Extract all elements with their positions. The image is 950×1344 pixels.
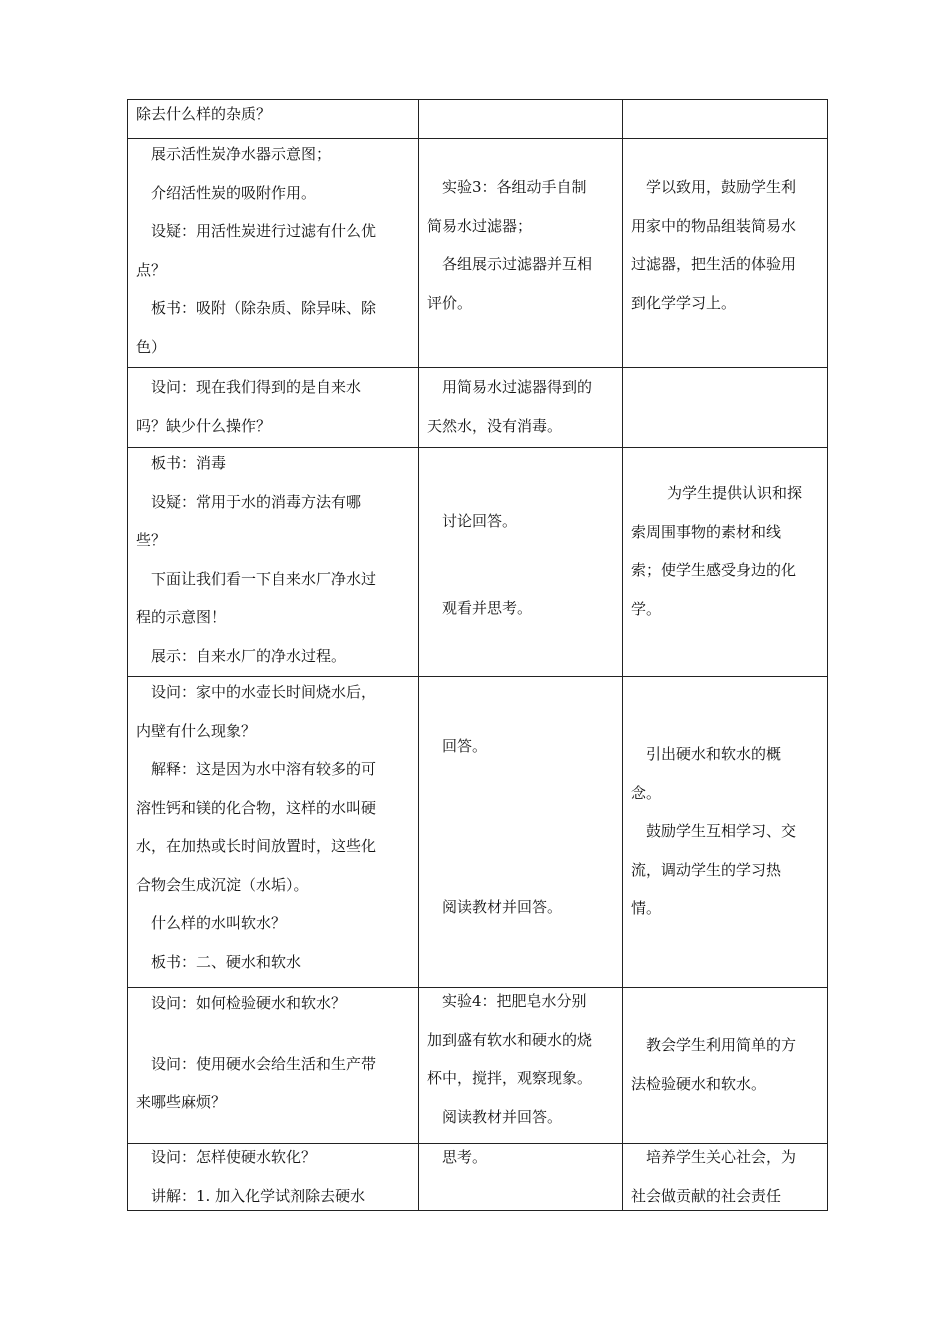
- cell-line: 板书：二、硬水和软水: [151, 952, 302, 971]
- design-intent-cell: [623, 448, 827, 676]
- cell-line: 溶性钙和镁的化合物，这样的水叫硬: [136, 798, 377, 817]
- teacher-activity-cell: [128, 673, 419, 987]
- cell-line: 除去什么样的杂质？: [136, 105, 272, 123]
- cell-line: 设问：使用硬水会给生活和生产带: [151, 1054, 377, 1073]
- student-activity-cell: [419, 677, 623, 987]
- cell-line: 实验3：各组动手自制: [442, 178, 587, 196]
- cell-line: 讲解：1. 加入化学试剂除去硬水: [151, 1186, 366, 1205]
- cell-line: 用简易水过滤器得到的: [442, 378, 593, 396]
- cell-line: 各组展示过滤器并互相: [442, 255, 593, 273]
- cell-line: 展示：自来水厂的净水过程。: [151, 646, 347, 665]
- lesson-plan-table: [127, 99, 828, 1211]
- cell-line: 情。: [631, 899, 662, 917]
- teacher-activity-cell: [128, 135, 419, 367]
- cell-line: 阅读教材并回答。: [442, 1107, 563, 1126]
- cell-line: 评价。: [427, 293, 473, 312]
- cell-line: 设问：怎样使硬水软化？: [151, 1148, 317, 1166]
- student-activity-cell: [419, 100, 623, 138]
- cell-line: 设问：如何检验硬水和软水？: [151, 994, 347, 1012]
- cell-line: 合物会生成沉淀（水垢）。: [136, 875, 309, 894]
- cell-line: 天然水，没有消毒。: [427, 416, 563, 435]
- cell-line: 吗？缺少什么操作？: [136, 416, 272, 435]
- table-row: [128, 447, 827, 676]
- cell-line: 加到盛有软水和硬水的烧: [427, 1030, 593, 1049]
- cell-line: 板书：消毒: [151, 454, 227, 472]
- cell-line: 到化学学习上。: [631, 293, 737, 312]
- student-activity-cell: [419, 368, 623, 447]
- cell-line: 念。: [631, 783, 662, 802]
- teacher-activity-cell: [128, 368, 419, 447]
- cell-line: 为学生提供认识和探: [667, 484, 803, 502]
- cell-line: 讨论回答。: [442, 512, 518, 530]
- table-row: [128, 367, 827, 447]
- cell-line: 点？: [136, 260, 167, 279]
- cell-line: 介绍活性炭的吸附作用。: [151, 183, 317, 202]
- cell-line: 实验4：把肥皂水分别: [442, 992, 587, 1010]
- design-intent-cell: [623, 139, 827, 367]
- teacher-activity-cell: [128, 444, 419, 676]
- cell-line: 过滤器，把生活的体验用: [631, 255, 797, 273]
- cell-line: 杯中，搅拌，观察现象。: [427, 1069, 593, 1087]
- cell-line: 下面让我们看一下自来水厂净水过: [151, 569, 377, 588]
- cell-line: 教会学生利用简单的方: [646, 1036, 797, 1054]
- cell-line: 社会做贡献的社会责任: [631, 1186, 782, 1205]
- cell-line: 流，调动学生的学习热: [631, 860, 782, 879]
- cell-line: 板书：吸附（除杂质、除异味、除: [151, 299, 377, 317]
- cell-line: 来哪些麻烦？: [136, 1093, 227, 1111]
- cell-line: 些？: [136, 531, 167, 549]
- cell-line: 用家中的物品组装简易水: [631, 216, 797, 235]
- cell-line: 程的示意图！: [136, 608, 227, 626]
- cell-line: 学。: [631, 599, 662, 618]
- teacher-activity-cell: [128, 984, 419, 1143]
- cell-line: 解释：这是因为水中溶有较多的可: [151, 760, 377, 778]
- cell-line: 什么样的水叫软水？: [151, 914, 287, 932]
- cell-line: 内壁有什么现象？: [136, 721, 257, 740]
- table-row: [128, 138, 827, 367]
- teacher-activity-cell: [128, 1138, 419, 1210]
- table-row: [128, 1143, 827, 1210]
- cell-line: 学以致用，鼓励学生利: [646, 178, 797, 196]
- table-row: [128, 987, 827, 1143]
- cell-line: 水，在加热或长时间放置时，这些化: [136, 837, 377, 855]
- teacher-activity-cell: [128, 100, 419, 138]
- student-activity-cell: [419, 982, 623, 1143]
- design-intent-cell: [623, 100, 827, 138]
- table-row: [128, 100, 827, 138]
- cell-line: 法检验硬水和软水。: [631, 1074, 767, 1093]
- student-activity-cell: [419, 1138, 623, 1210]
- cell-line: 设疑：常用于水的消毒方法有哪: [151, 492, 362, 511]
- cell-line: 设问：家中的水壶长时间烧水后，: [151, 683, 377, 701]
- design-intent-cell: [623, 988, 827, 1143]
- table-row: [128, 676, 827, 987]
- cell-line: 观看并思考。: [442, 598, 533, 617]
- design-intent-cell: [623, 368, 827, 447]
- cell-line: 设问：现在我们得到的是自来水: [151, 378, 362, 396]
- cell-line: 简易水过滤器；: [427, 216, 533, 235]
- cell-line: 思考。: [442, 1148, 488, 1166]
- cell-line: 展示活性炭净水器示意图；: [151, 145, 332, 163]
- cell-line: 索周围事物的素材和线: [631, 522, 782, 541]
- student-activity-cell: [419, 448, 623, 676]
- cell-line: 引出硬水和软水的概: [646, 745, 782, 763]
- cell-line: 培养学生关心社会，为: [646, 1148, 797, 1166]
- cell-line: 色）: [136, 337, 167, 356]
- cell-line: 索；使学生感受身边的化: [631, 561, 797, 579]
- design-intent-cell: [623, 1138, 827, 1210]
- cell-line: 鼓励学生互相学习、交: [646, 822, 797, 840]
- student-activity-cell: [419, 139, 623, 367]
- cell-line: 阅读教材并回答。: [442, 897, 563, 916]
- cell-line: 设疑：用活性炭进行过滤有什么优: [151, 222, 377, 240]
- design-intent-cell: [623, 677, 827, 987]
- cell-line: 回答。: [442, 737, 488, 755]
